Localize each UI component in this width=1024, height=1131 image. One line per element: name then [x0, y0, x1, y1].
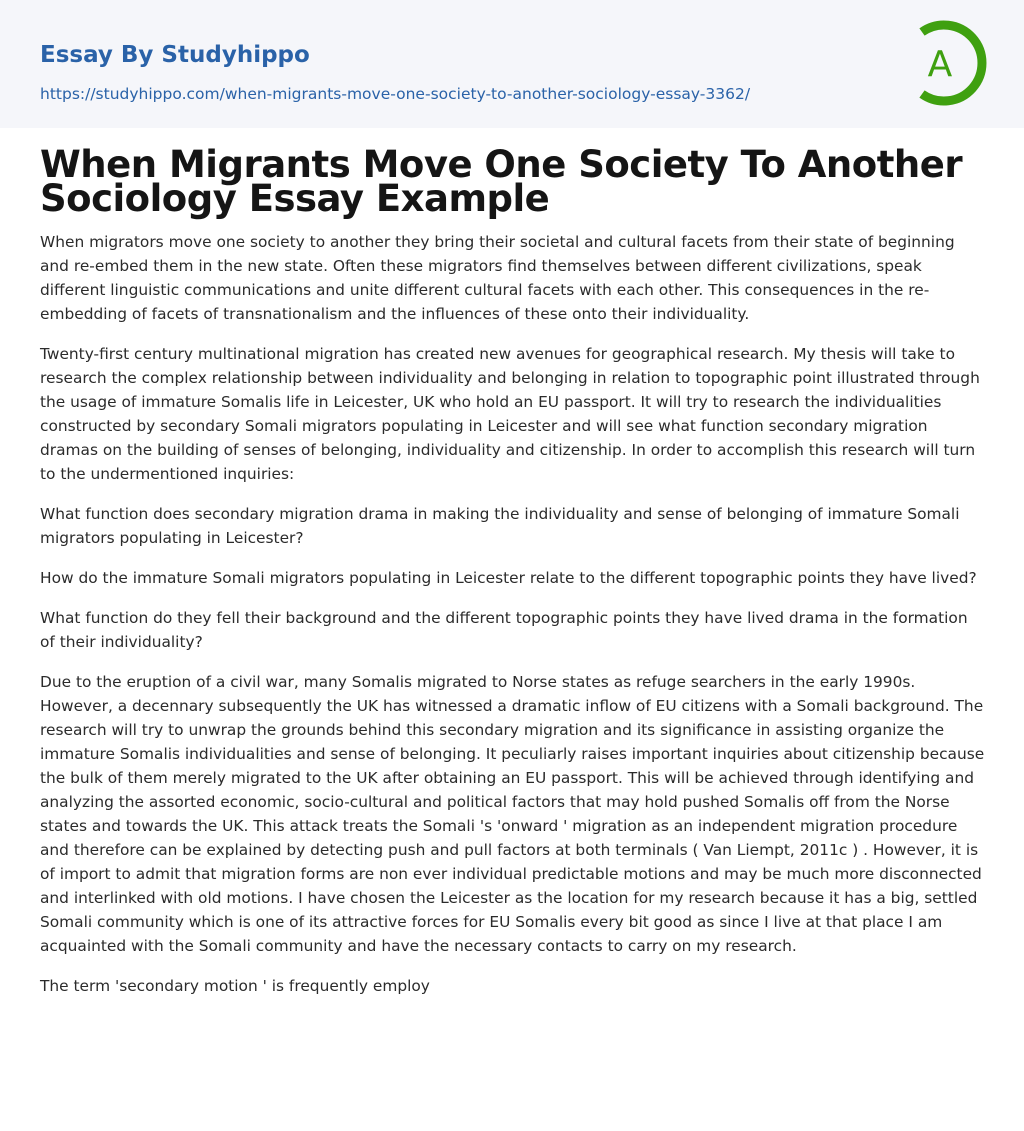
essay-url-link[interactable]: https://studyhippo.com/when-migrants-move-one-society-to-another-sociology-essay-3362/: [40, 85, 751, 103]
paragraph: How do the immature Somali migrators populating in Leicester relate to the different topographic points they have lived?: [40, 569, 977, 587]
studyhippo-logo-icon[interactable]: [910, 18, 990, 108]
brand-name[interactable]: Essay By Studyhippo: [40, 42, 310, 68]
paragraph: What function do they fell their background and the different topographic points they have lived drama in the formation of their individuality?: [40, 609, 968, 651]
logo-letter: A: [927, 44, 953, 85]
paragraph: Twenty-first century multinational migration has created new avenues for geographical research. My thesis will take to research the complex relationship between individuality and belonging in relation to topographic point illustrated through the usage of immature Somalis life in Leicester, UK who hold an EU passport. It will try to research the individualities constructed by secondary Somali migrators populating in Leicester and will see what function secondary migration dramas on the building of senses of belonging, individuality and citizenship. In order to accomplish this research will turn to the undermentioned inquiries:: [40, 345, 980, 483]
paragraph: When migrators move one society to another they bring their societal and cultural facets from their state of beginning and re-embed them in the new state. Often these migrators find themselves between different civilizations, speak different linguistic communications and unite different cultural facets with each other. This consequences in the re-embedding of facets of transnationalism and the influences of these onto their individuality.: [40, 233, 955, 323]
essay-body: [0, 216, 1024, 998]
site-header: [0, 0, 1024, 128]
page-title: When Migrants Move One Society To Another Sociology Essay Example: [40, 143, 963, 220]
paragraph: The term 'secondary motion ' is frequently employ: [40, 977, 430, 995]
paragraph: Due to the eruption of a civil war, many Somalis migrated to Norse states as refuge searchers in the early 1990s. However, a decennary subsequently the UK has witnessed a dramatic inflow of EU citizens with a Somali background. The research will try to unwrap the grounds behind this secondary migration and its significance in assisting organize the immature Somalis individualities and sense of belonging. It peculiarly raises important inquiries about citizenship because the bulk of them merely migrated to the UK after obtaining an EU passport. This will be achieved through identifying and analyzing the assorted economic, socio-cultural and political factors that may hold pushed Somalis off from the Norse states and towards the UK. This attack treats the Somali 's 'onward ' migration as an independent migration procedure and therefore can be explained by detecting push and pull factors at both terminals ( Van Liempt, 2011c ) . However, it is of import to admit that migration forms are non ever individual predictable motions and may be much more disconnected and interlinked with old motions. I have chosen the Leicester as the location for my research because it has a big, settled Somali community which is one of its attractive forces for EU Somalis every bit good as since I live at that place I am acquainted with the Somali community and have the necessary contacts to carry on my research.: [40, 673, 985, 955]
paragraph: What function does secondary migration drama in making the individuality and sense of belonging of immature Somali migrators populating in Leicester?: [40, 505, 960, 547]
